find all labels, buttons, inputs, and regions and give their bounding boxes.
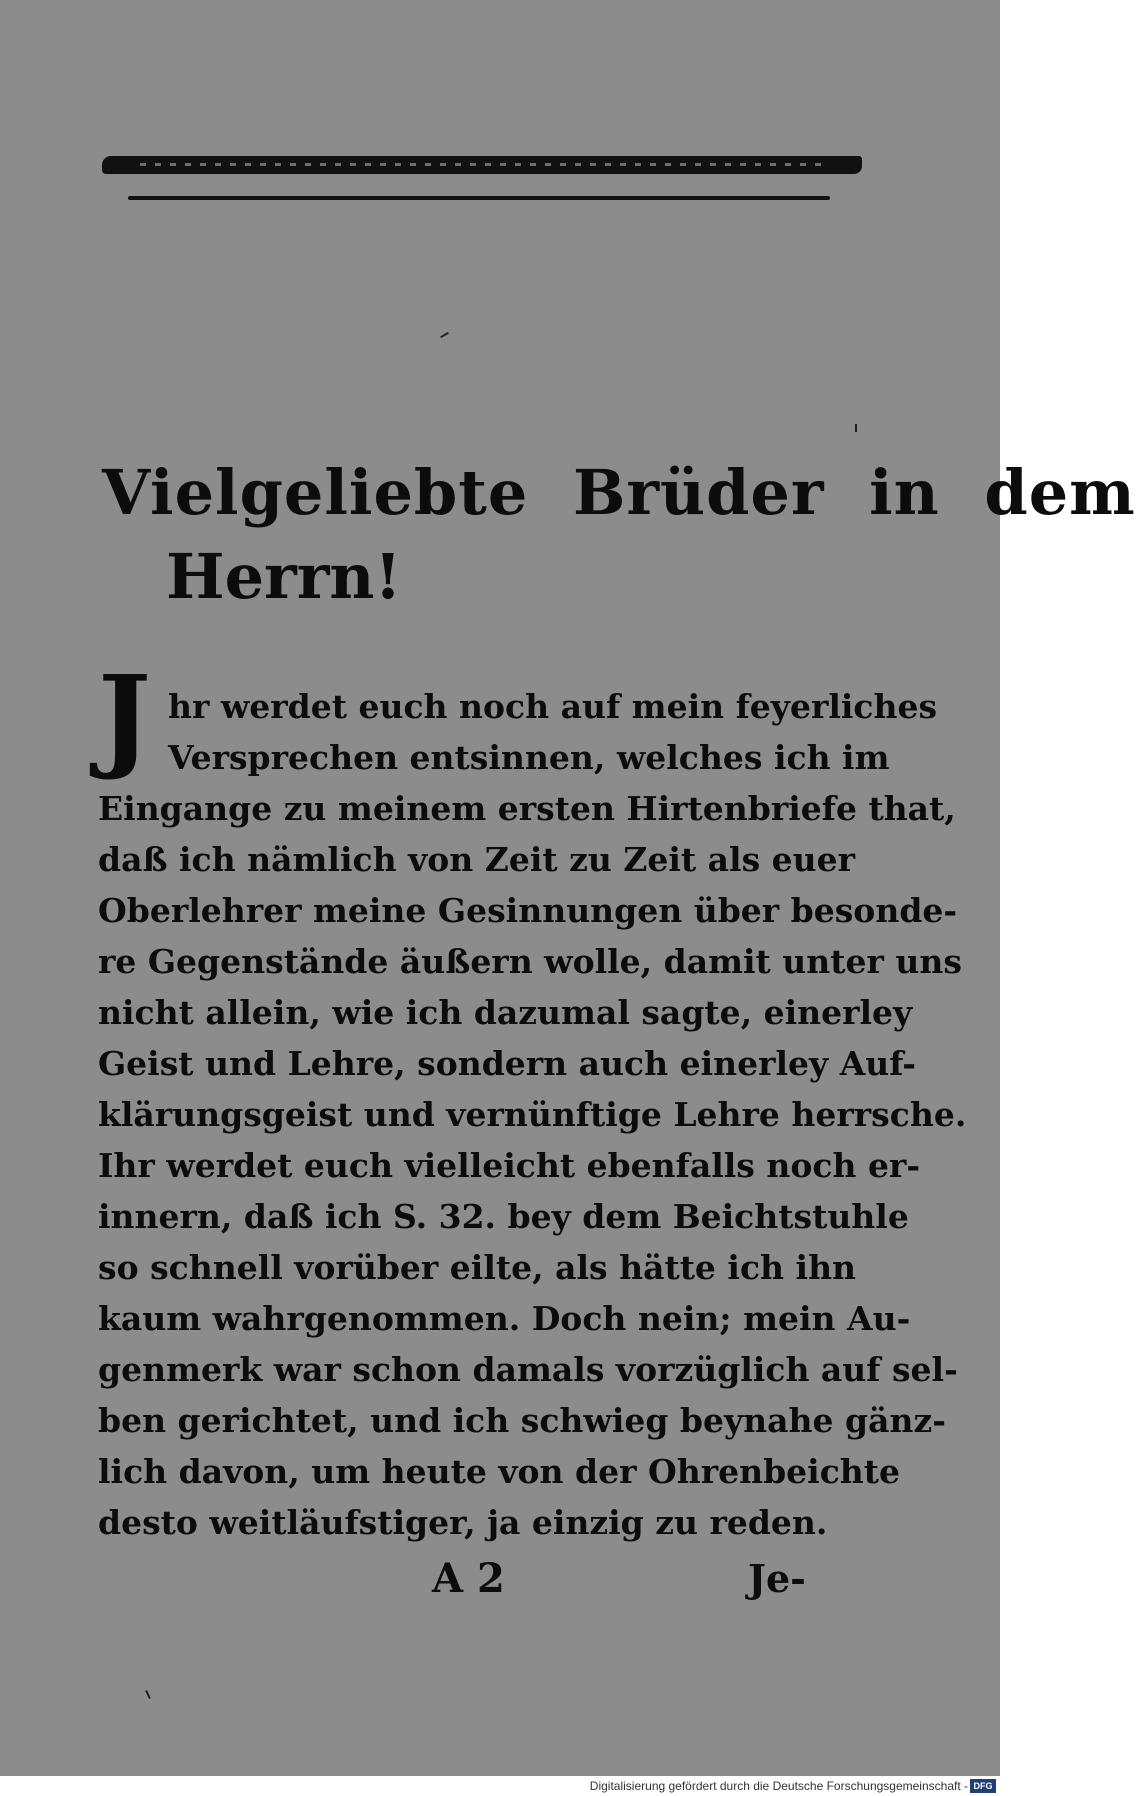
scan-speck <box>145 1690 151 1699</box>
body-line: innern, daß ich S. 32. bey dem Beichtstuhle <box>98 1197 909 1236</box>
body-line: Geist und Lehre, sondern auch einerley Auf- <box>98 1044 917 1083</box>
catchword: Je- <box>748 1556 806 1601</box>
body-line: Ihr werdet euch vielleicht ebenfalls noch er- <box>98 1146 921 1185</box>
body-line: klärungsgeist und vernünftige Lehre herrsche. <box>98 1095 967 1134</box>
body-line: Oberlehrer meine Gesinnungen über besonde- <box>98 891 958 930</box>
body-line: nicht allein, wie ich dazumal sagte, einerley <box>98 993 913 1032</box>
footer-credit: Digitalisierung gefördert durch die Deutsche Forschungsgemeinschaft - <box>589 1779 968 1793</box>
body-line: hr werdet euch noch auf mein feyerliches <box>168 687 938 726</box>
drop-cap: J <box>98 652 151 783</box>
digitization-footer <box>0 1776 1000 1796</box>
body-line: ben gerichtet, und ich schwieg beynahe gänz- <box>98 1401 946 1440</box>
body-line: so schnell vorüber eilte, als hätte ich ihn <box>98 1248 857 1287</box>
body-line: re Gegenstände äußern wolle, damit unter uns <box>98 942 962 981</box>
dfg-logo: DFG <box>970 1779 996 1793</box>
body-line: daß ich nämlich von Zeit zu Zeit als euer <box>98 840 856 879</box>
body-line: lich davon, um heute von der Ohrenbeichte <box>98 1452 901 1491</box>
body-line: Versprechen entsinnen, welches ich im <box>168 738 890 777</box>
ornament-rule-pattern <box>140 163 830 166</box>
signature-mark: A 2 <box>432 1555 505 1602</box>
ornament-rule-thin <box>128 196 830 200</box>
scan-speck <box>440 332 449 338</box>
heading-line-2: Herrn! <box>166 540 402 613</box>
body-line: genmerk war schon damals vorzüglich auf sel- <box>98 1350 958 1389</box>
heading-line-1: Vielgeliebte Brüder in dem <box>102 456 1136 529</box>
body-line: desto weitläufstiger, ja einzig zu reden. <box>98 1503 828 1542</box>
body-line: kaum wahrgenommen. Doch nein; mein Au- <box>98 1299 911 1338</box>
body-line: Eingange zu meinem ersten Hirtenbriefe that, <box>98 789 956 828</box>
scan-speck <box>855 424 857 432</box>
